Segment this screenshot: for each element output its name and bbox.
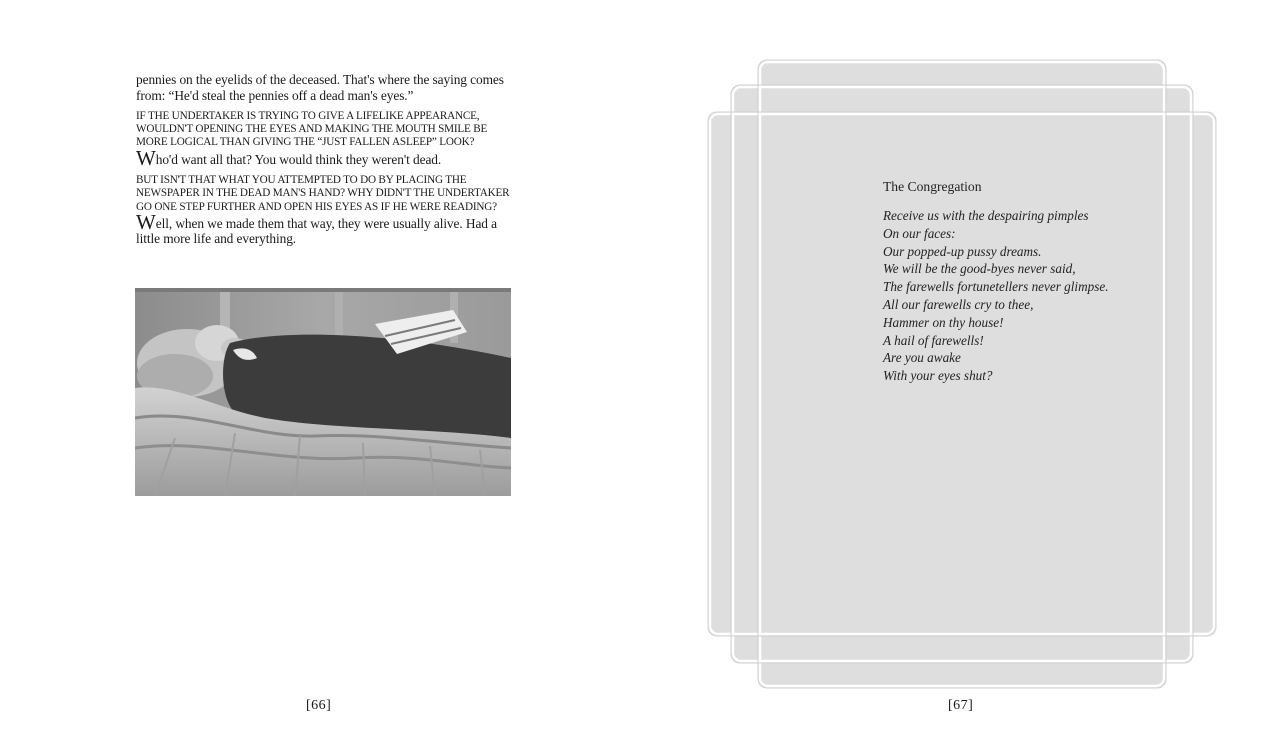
interview-text	[136, 72, 514, 247]
poem-line: Receive us with the despairing pimples	[883, 208, 1089, 223]
poem-line: All our farewells cry to thee,	[883, 296, 1034, 312]
poem-line: Hammer on thy house!	[883, 314, 1004, 330]
poem-line: On our faces:	[883, 225, 956, 241]
answer-text: ell, when we made them that way, they were usually alive. Had a little more life and everything.	[136, 215, 497, 247]
poem-line: Are you awake	[883, 350, 961, 366]
drop-initial: W	[136, 145, 156, 170]
poem-line: We will be the good-byes never said,	[883, 261, 1076, 277]
question: BUT ISN'T THAT WHAT YOU ATTEMPTED TO DO BY PLACING THE NEWSPAPER IN THE DEAD MAN'S HAND? WHY DIDN'T THE UNDERTAKER GO ONE STEP FURTHER AND OPEN HIS EYES AS IF HE WERE READING?	[136, 174, 510, 213]
answer-text: ho'd want all that? You would think they weren't dead.	[155, 151, 442, 167]
poem-line: A hail of farewells!	[883, 332, 984, 348]
casket-photo-illustration	[135, 288, 511, 496]
answer	[136, 209, 514, 247]
page-number: [66]	[306, 698, 332, 713]
drop-initial: W	[136, 209, 156, 234]
poem-line: The farewells fortunetellers never glimpse.	[883, 279, 1109, 295]
poem-title: The Congregation	[883, 179, 982, 194]
answer	[136, 145, 514, 170]
poem	[883, 179, 1183, 385]
question: IF THE UNDERTAKER IS TRYING TO GIVE A LIFELIKE APPEARANCE, WOULDN'T OPENING THE EYES AND MAKING THE MOUTH SMILE BE MORE LOGICAL THAN GIVING THE “JUST FALLEN ASLEEP” LOOK?	[136, 110, 488, 149]
poem-line: With your eyes shut?	[883, 368, 993, 384]
paragraph: pennies on the eyelids of the deceased. That's where the saying comes from: “He'd steal the pennies off a dead man's eyes.”	[136, 72, 504, 103]
poem-stanza	[883, 207, 1183, 385]
page-number: [67]	[948, 698, 974, 713]
poem-line: Our popped-up pussy dreams.	[883, 243, 1042, 259]
casket-photo	[135, 288, 511, 496]
